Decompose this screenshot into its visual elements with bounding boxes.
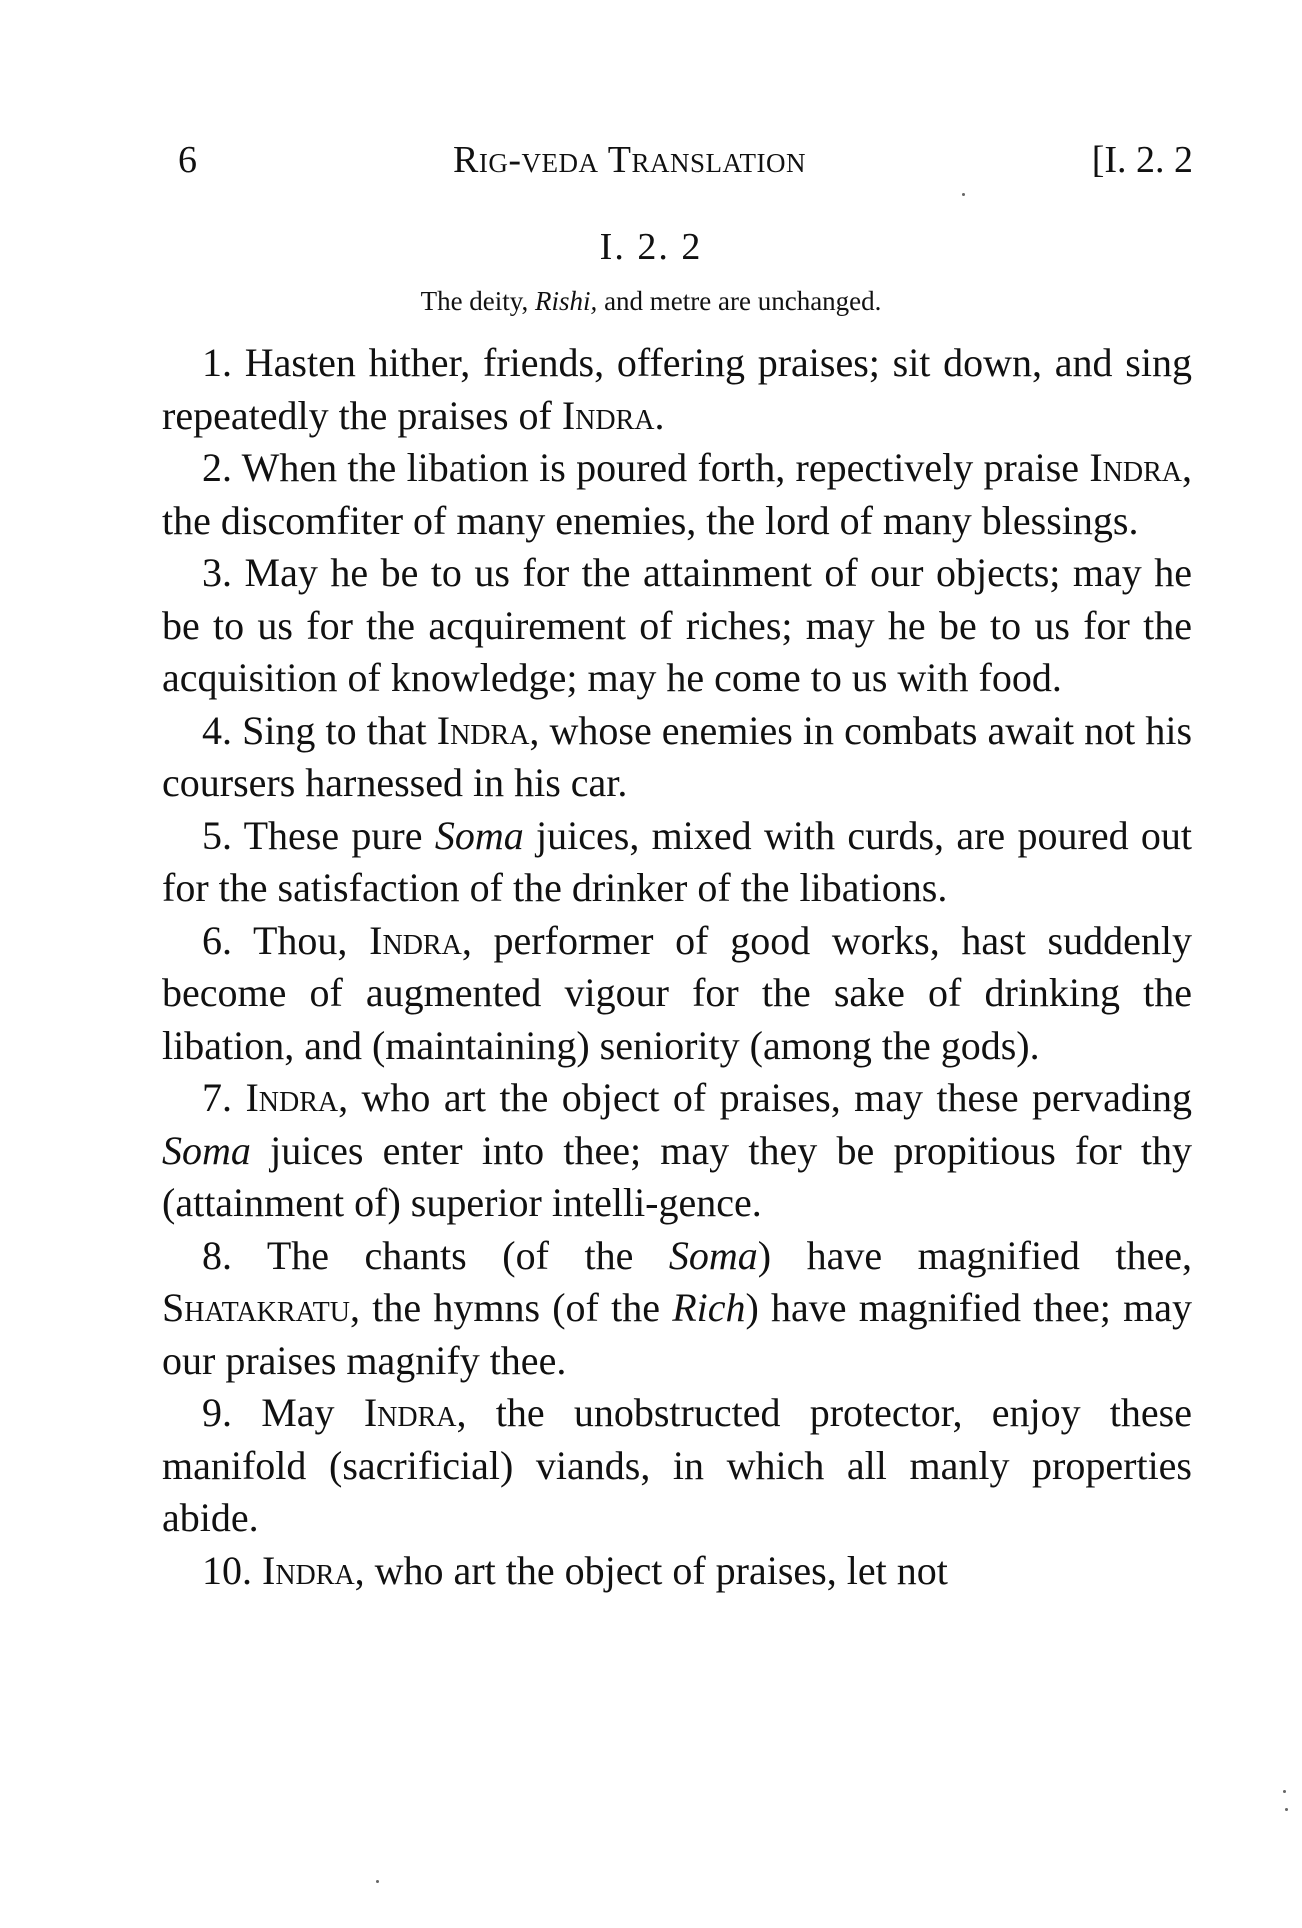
page-number: 6 <box>178 139 197 181</box>
verse-text: ) have magnified thee; may our praises magnify thee. <box>162 1285 1192 1383</box>
verse-text: , who art the object of praises, let not <box>354 1547 948 1593</box>
verse-text: , who art the object of praises, may these pervading <box>338 1075 1193 1120</box>
deity-name: Indra <box>245 1075 339 1120</box>
verse-text: , whose enemies in combats await not his coursers harnessed in his car. <box>162 707 1193 805</box>
verse-4 <box>162 705 1192 810</box>
verse-text: 4. Sing to that <box>202 707 437 753</box>
verse-text: 6. Thou, <box>202 917 370 963</box>
verse-text: , the hymns (of the <box>350 1285 673 1330</box>
verse-5 <box>162 810 1192 915</box>
verse-text: 10. <box>202 1547 262 1593</box>
verse-1 <box>162 337 1192 442</box>
verse-text: 5. These pure <box>202 812 435 858</box>
verse-text: ) have magnified thee, <box>757 1232 1192 1278</box>
hymn-note-text: The deity, <box>420 286 536 316</box>
verse-7 <box>162 1072 1192 1230</box>
running-head <box>178 138 1193 188</box>
hymn-note-rishi: Rishi, <box>535 286 598 316</box>
print-speck <box>1283 1790 1286 1793</box>
verse-9 <box>162 1387 1192 1545</box>
verse-text: 1. Hasten hither, friends, offering praises; sit down, and sing repeatedly the praises of <box>162 340 1192 438</box>
hymn-number: I. 2. 2 <box>599 226 703 268</box>
verse-text: juices enter into thee; may they be propitious for thy (attainment of) superior intelli-gence. <box>162 1127 1192 1225</box>
verse-text: , the unobstructed protector, enjoy these manifold (sacrificial) viands, in which all manly properties abide. <box>162 1390 1192 1540</box>
verse-text: 3. May he be to us for the attainment of our objects; may he be to us for the acquirement of riches; may he be to us for the acquisition of knowledge; may he come to us with food. <box>162 550 1192 700</box>
italic-term: Soma <box>668 1232 758 1278</box>
deity-name: Indra <box>436 707 530 753</box>
hymn-note <box>0 286 1302 317</box>
verse-text: 7. <box>202 1075 246 1120</box>
verse-text: 2. When the libation is poured forth, repectively praise <box>202 445 1090 490</box>
section-reference: [I. 2. 2 <box>1091 139 1193 181</box>
verse-10 <box>162 1545 1192 1598</box>
print-speck <box>1285 1808 1288 1811</box>
italic-term: Soma <box>162 1127 251 1173</box>
deity-name: Indra <box>561 392 655 438</box>
verse-text: 9. May <box>202 1390 364 1435</box>
deity-name: Shatakratu <box>162 1285 351 1330</box>
deity-name: Indra <box>369 917 462 963</box>
verse-text: , performer of good works, hast suddenly become of augmented vigour for the sake of drinking the libation, and (maintaining) seniority (among the gods). <box>162 917 1192 1068</box>
deity-name: Indra <box>262 1547 355 1593</box>
verse-text: juices, mixed with curds, are poured out for the satisfaction of the drinker of the libations. <box>162 812 1193 910</box>
verse-text: . <box>654 392 665 438</box>
verse-list <box>162 337 1192 1597</box>
italic-term: Rich <box>672 1285 746 1330</box>
verse-3 <box>162 547 1192 705</box>
deity-name: Indra <box>363 1390 457 1435</box>
verse-2 <box>162 442 1192 547</box>
verse-6 <box>162 915 1192 1073</box>
verse-8 <box>162 1230 1192 1388</box>
hymn-note-text-end: and metre are unchanged. <box>597 286 882 316</box>
print-speck <box>376 1880 379 1883</box>
verse-text: , the discomfiter of many enemies, the lord of many blessings. <box>162 445 1192 543</box>
print-speck <box>962 193 965 196</box>
verse-text: 8. The chants (of the <box>202 1232 669 1278</box>
book-title: Rig-veda Translation <box>453 139 807 181</box>
italic-term: Soma <box>434 812 524 858</box>
deity-name: Indra <box>1089 445 1182 490</box>
